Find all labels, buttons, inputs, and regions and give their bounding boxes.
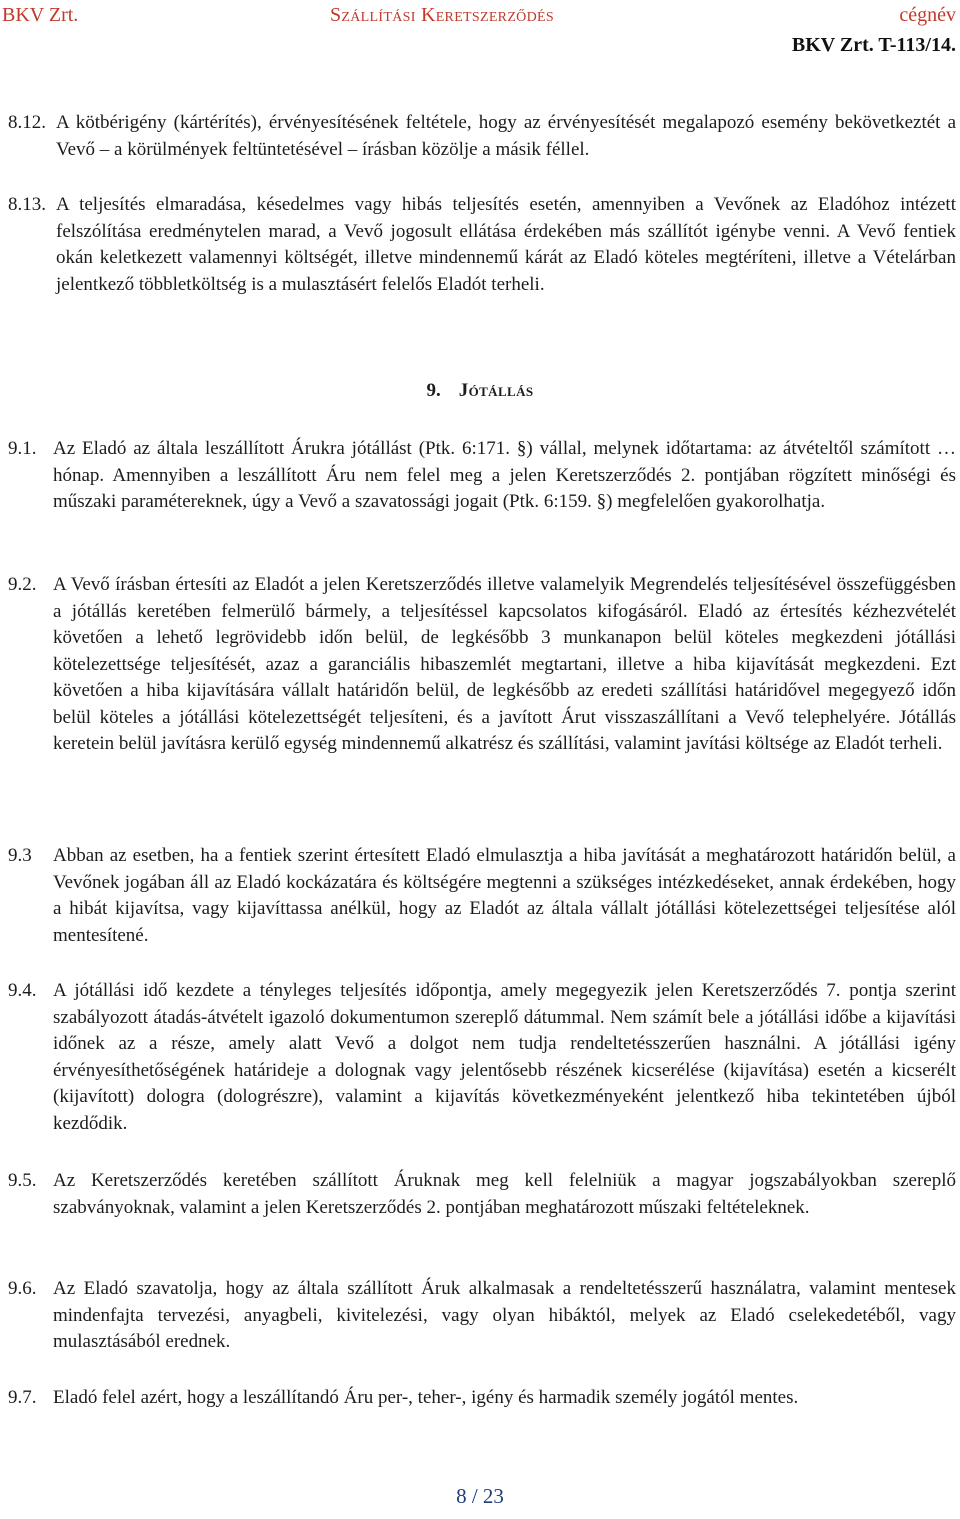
header-document-title: Szállítási Keretszerződés (330, 4, 554, 26)
clause-number: 9.4. (8, 980, 37, 1001)
clause-9-6 (8, 1276, 956, 1356)
section-heading (0, 380, 960, 402)
clause-number: 9.6. (8, 1278, 37, 1299)
header-company: BKV Zrt. (2, 4, 79, 26)
clause-number: 8.12. (8, 112, 46, 133)
clause-9-4 (8, 978, 956, 1137)
clause-8-13 (8, 192, 956, 298)
clause-9-1 (8, 436, 956, 516)
clause-number: 8.13. (8, 194, 46, 215)
section-title: Jótállás (458, 380, 534, 401)
clause-text: A kötbérigény (kártérítés), érvényesítésének feltétele, hogy az érvényesítését megalapozó esemény bekövetkeztét a Vevő – a körülmények feltüntetésével – írásban közölje a másik féllel. (56, 112, 956, 160)
clause-9-7 (8, 1385, 956, 1412)
clause-text: A jótállási idő kezdete a tényleges teljesítés időpontja, amely megegyezik jelen Keretszerződés 7. pontja szerint szabályozott átadás-átvételt igazoló dokumentumon szereplő dátummal. Nem számít bele a jótállási időbe a kijavítási időnek az a része, amely alatt Vevő a dolgot nem tudja rendeltetésszerűen használni. A jótállási igény érvényesíthetőségének határideje a dolognak vagy jelentősebb részének kicserélése (kijavítása) esetén a kicserélt (kijavított) dologra (dologrészre), valamint a kijavítás következményeként jelentkező hiba tekintetében újból kezdődik. (53, 980, 956, 1134)
clause-text: A teljesítés elmaradása, késedelmes vagy hibás teljesítés esetén, amennyiben a Vevőnek az Eladóhoz intézett felszólítása eredménytelen marad, a Vevő jogosult ellátása érdekében más szállítót igénybe venni. A Vevő fentiek okán keletkezett valamennyi költségét, illetve mindennemű kárát az Eladó köteles megtéríteni, illetve a Vételárban jelentkező többletköltség is a mulasztásért felelős Eladót terheli. (56, 194, 956, 295)
section-number: 9. (426, 380, 441, 401)
clause-9-3 (8, 843, 956, 949)
page-number: 8 / 23 (456, 1484, 504, 1508)
clause-text: Abban az esetben, ha a fentiek szerint értesített Eladó elmulasztja a hiba javítását a meghatározott határidőn belül, a Vevőnek jogában áll az Eladó kockázatára és költségére megtenni a szükséges intézkedéseket, annak érdekében, hogy a hibát kijavítsa, vagy kijavíttassa anélkül, hogy az Eladót az általa vállalt jótállási kötelezettségei teljesítése alól mentesítené. (53, 845, 956, 946)
clause-8-12 (8, 110, 956, 163)
clause-9-5 (8, 1168, 956, 1221)
clause-number: 9.1. (8, 438, 37, 459)
clause-9-2 (8, 572, 956, 758)
header-reference: BKV Zrt. T-113/14. (791, 34, 956, 56)
clause-number: 9.5. (8, 1170, 37, 1191)
clause-text: Az Eladó az általa leszállított Árukra jótállást (Ptk. 6:171. §) vállal, melynek időtartama: az átvételtől számított … hónap. Amennyiben a leszállított Áru nem felel meg a jelen Keretszerződés 2. pontjában rögzített minőségi és műszaki paramétereknek, úgy a Vevő a szavatossági jogait (Ptk. 6:159. §) megfelelően gyakorolhatja. (53, 438, 956, 512)
clause-text: Az Keretszerződés keretében szállított Áruknak meg kell felelniük a magyar jogszabályokban szereplő szabványoknak, valamint a jelen Keretszerződés 2. pontjában meghatározott műszaki feltételeknek. (53, 1170, 956, 1218)
clause-number: 9.2. (8, 574, 37, 595)
clause-text: Az Eladó szavatolja, hogy az általa szállított Áruk alkalmasak a rendeltetésszerű használatra, valamint mentesek mindenfajta tervezési, anyagbeli, kivitelezési, vagy olyan hibáktól, melyek az Eladó cselekedetéből, vagy mulasztásából erednek. (53, 1278, 956, 1352)
clause-number: 9.7. (8, 1387, 37, 1408)
clause-text: A Vevő írásban értesíti az Eladót a jelen Keretszerződés illetve valamelyik Megrendelés teljesítésével összefüggésben a jótállás keretében felmerülő bármely, a teljesítéssel kapcsolatos kifogásáról. Eladó az értesítés kézhezvételét követően a lehető legrövidebb időn belül, de legkésőbb 3 munkanapon belül köteles megkezdeni jótállási kötelezettsége teljesítését, azaz a garanciális hibaszemlét megtartani, illetve a hiba kijavítását megkezdeni. Ezt követően a hiba kijavítására vállalt határidőn belül, de legkésőbb az eredeti szállítási határidővel megegyező időn belül köteles a jótállási kötelezettségét teljesíteni, és a javított Árut visszaszállítani a Vevő telephelyére. Jótállás keretein belül javításra kerülő egység mindennemű alkatrész és szállítási, valamint javítási költsége az Eladót terheli. (53, 574, 956, 754)
clause-number: 9.3 (8, 845, 32, 866)
header-company-placeholder: cégnév (899, 4, 956, 26)
clause-text: Eladó felel azért, hogy a leszállítandó Áru per-, teher-, igény és harmadik személy jogától mentes. (53, 1387, 799, 1408)
